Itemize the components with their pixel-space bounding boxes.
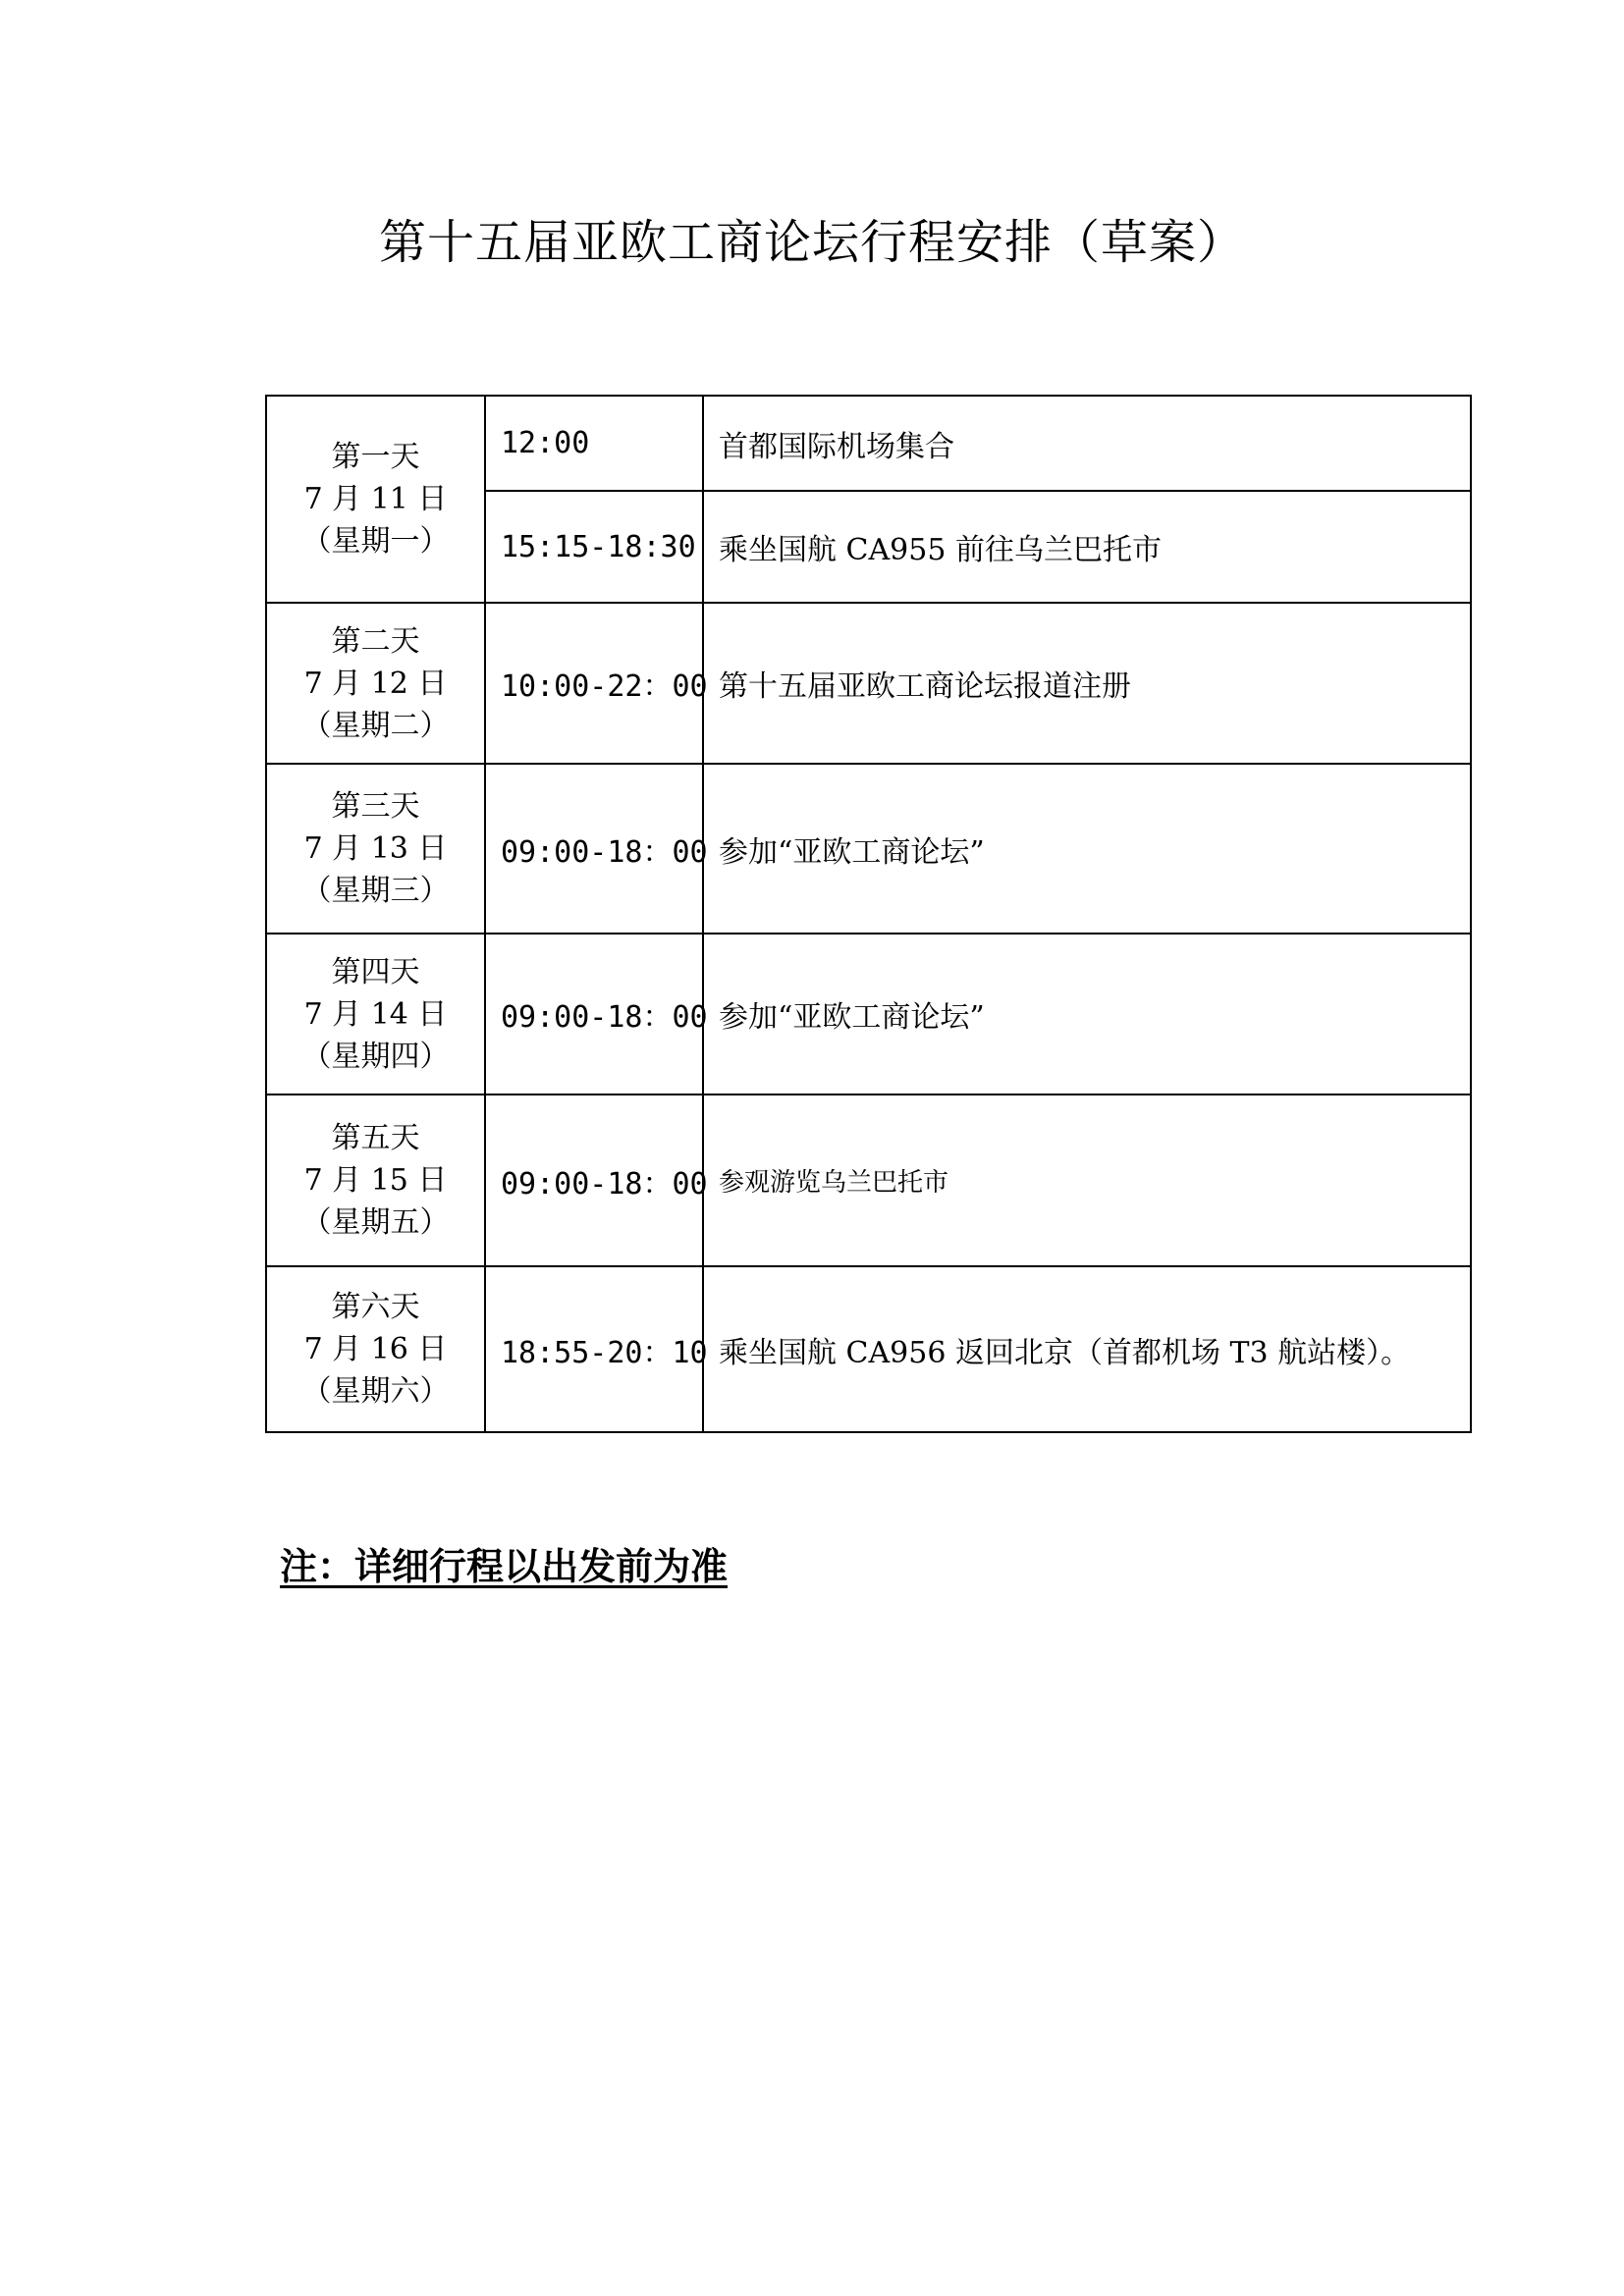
day-label: 第五天 (331, 1121, 420, 1155)
activity-cell: 第十五届亚欧工商论坛报道注册 (703, 603, 1471, 764)
day-cell (266, 934, 485, 1095)
time-cell: 15:15-18:30 (485, 491, 703, 603)
activity-cell: 首都国际机场集合 (703, 396, 1471, 491)
table-row (266, 934, 1471, 1095)
table-row (266, 764, 1471, 934)
day-date: 7 月 11 日 (303, 482, 448, 516)
time-cell: 09:00-18：00 (485, 1095, 703, 1266)
time-cell: 10:00-22：00 (485, 603, 703, 764)
day-date: 7 月 13 日 (303, 831, 448, 866)
day-weekday: （星期五） (301, 1205, 450, 1240)
day-weekday: （星期四） (301, 1039, 450, 1074)
table-row (266, 1266, 1471, 1432)
day-date: 7 月 12 日 (303, 666, 448, 701)
day-cell (266, 1095, 485, 1266)
schedule-table (265, 395, 1472, 1433)
day-label: 第六天 (331, 1290, 420, 1324)
table-row (266, 603, 1471, 764)
day-date: 7 月 16 日 (303, 1332, 448, 1366)
day-label: 第二天 (331, 623, 420, 659)
activity-cell: 乘坐国航 CA956 返回北京（首都机场 T3 航站楼）。 (703, 1266, 1471, 1432)
day-cell (266, 603, 485, 764)
time-cell: 18:55-20：10 (485, 1266, 703, 1432)
activity-cell: 参加“亚欧工商论坛” (703, 934, 1471, 1095)
day-weekday: （星期三） (301, 874, 450, 908)
day-weekday: （星期一） (301, 524, 450, 559)
day-cell (266, 1266, 485, 1432)
day-cell (266, 396, 485, 603)
footnote: 注：详细行程以出发前为准 (280, 1544, 729, 1588)
day-label: 第一天 (331, 440, 420, 474)
day-date: 7 月 14 日 (303, 996, 448, 1032)
day-label: 第三天 (331, 789, 420, 824)
time-cell: 09:00-18：00 (485, 764, 703, 934)
activity-cell: 参加“亚欧工商论坛” (703, 764, 1471, 934)
day-weekday: （星期二） (301, 708, 450, 743)
page-title: 第十五届亚欧工商论坛行程安排（草案） (378, 215, 1245, 270)
time-cell: 09:00-18：00 (485, 934, 703, 1095)
table-row (266, 1095, 1471, 1266)
time-cell: 12:00 (485, 396, 703, 491)
table-row (266, 396, 1471, 491)
activity-cell: 参观游览乌兰巴托市 (703, 1095, 1471, 1266)
day-label: 第四天 (331, 954, 420, 989)
day-weekday: （星期六） (301, 1374, 450, 1409)
day-cell (266, 764, 485, 934)
activity-cell: 乘坐国航 CA955 前往乌兰巴托市 (703, 491, 1471, 603)
day-date: 7 月 15 日 (303, 1163, 448, 1198)
